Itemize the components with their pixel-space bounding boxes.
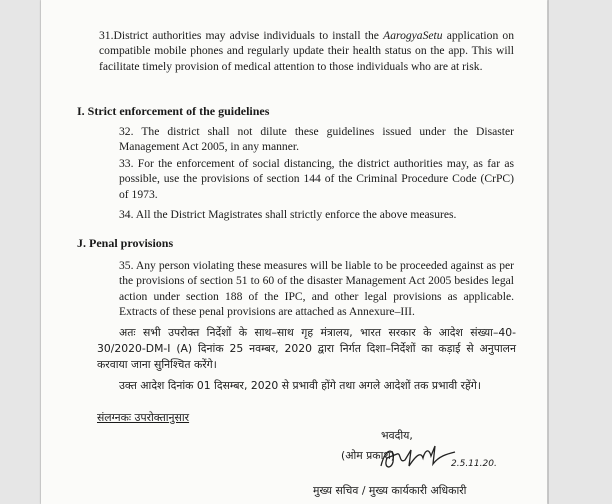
section-heading-j: J. Penal provisions bbox=[77, 236, 174, 250]
viewer-left-margin bbox=[0, 0, 40, 504]
valediction: भवदीय, bbox=[381, 429, 413, 442]
handwritten-date: 2.5.11.20. bbox=[451, 459, 497, 469]
section-heading-i: I. Strict enforcement of the guidelines bbox=[77, 104, 270, 118]
item-33: 33. For the enforcement of social distancing, the district authorities may, as far as possible, use the provisions of section 144 of the Criminal Procedure Code (CrPC) of 1973. bbox=[119, 157, 514, 201]
signatory-name: (ओम प्रकाश) bbox=[341, 449, 395, 462]
signatory-designation: मुख्य सचिव / मुख्य कार्यकारी अधिकारी bbox=[313, 484, 467, 497]
item-35: 35. Any person violating these measures will be liable to be proceeded against as per the provisions of section 51 to 60 of the disaster Management Act 2005 besides legal action under section 188 of the IPC, and other legal provisions as applicable. Extracts of these penal provisions are attached as Annexure–III. bbox=[119, 259, 514, 319]
app-name: AarogyaSetu bbox=[383, 29, 443, 42]
item-34: 34. All the District Magistrates shall strictly enforce the above measures. bbox=[119, 208, 457, 221]
document-page bbox=[41, 0, 547, 504]
item-31: 31.District authorities may advise individuals to install the AarogyaSetu application on compatible mobile phones and regularly update their health status on the app. This will facilitate timely provision of medical attention to those individuals who are at risk. bbox=[99, 29, 514, 73]
viewer-scrollbar-area[interactable] bbox=[548, 0, 612, 504]
hindi-paragraph-2: उक्त आदेश दिनांक 01 दिसम्बर, 2020 से प्रभावी होंगे तथा अगले आदेशों तक प्रभावी रहेंगे। bbox=[119, 379, 481, 392]
item-32: 32. The district shall not dilute these guidelines issued under the Disaster Management Act 2005, in any manner. bbox=[119, 125, 514, 154]
hindi-paragraph-1: अतः सभी उपरोक्त निर्देशों के साथ–साथ गृह मंत्रालय, भारत सरकार के आदेश संख्या–40-30/2020-DM-I (A) दिनांक 25 नवम्बर, 2020 द्वारा निर्गत दिशा–निर्देशों का कड़ाई से अनुपालन करवाया जाना सुनिश्चित करेंगे। bbox=[97, 326, 516, 372]
enclosure-note: संलग्नकः उपरोक्तानुसार bbox=[97, 411, 190, 424]
